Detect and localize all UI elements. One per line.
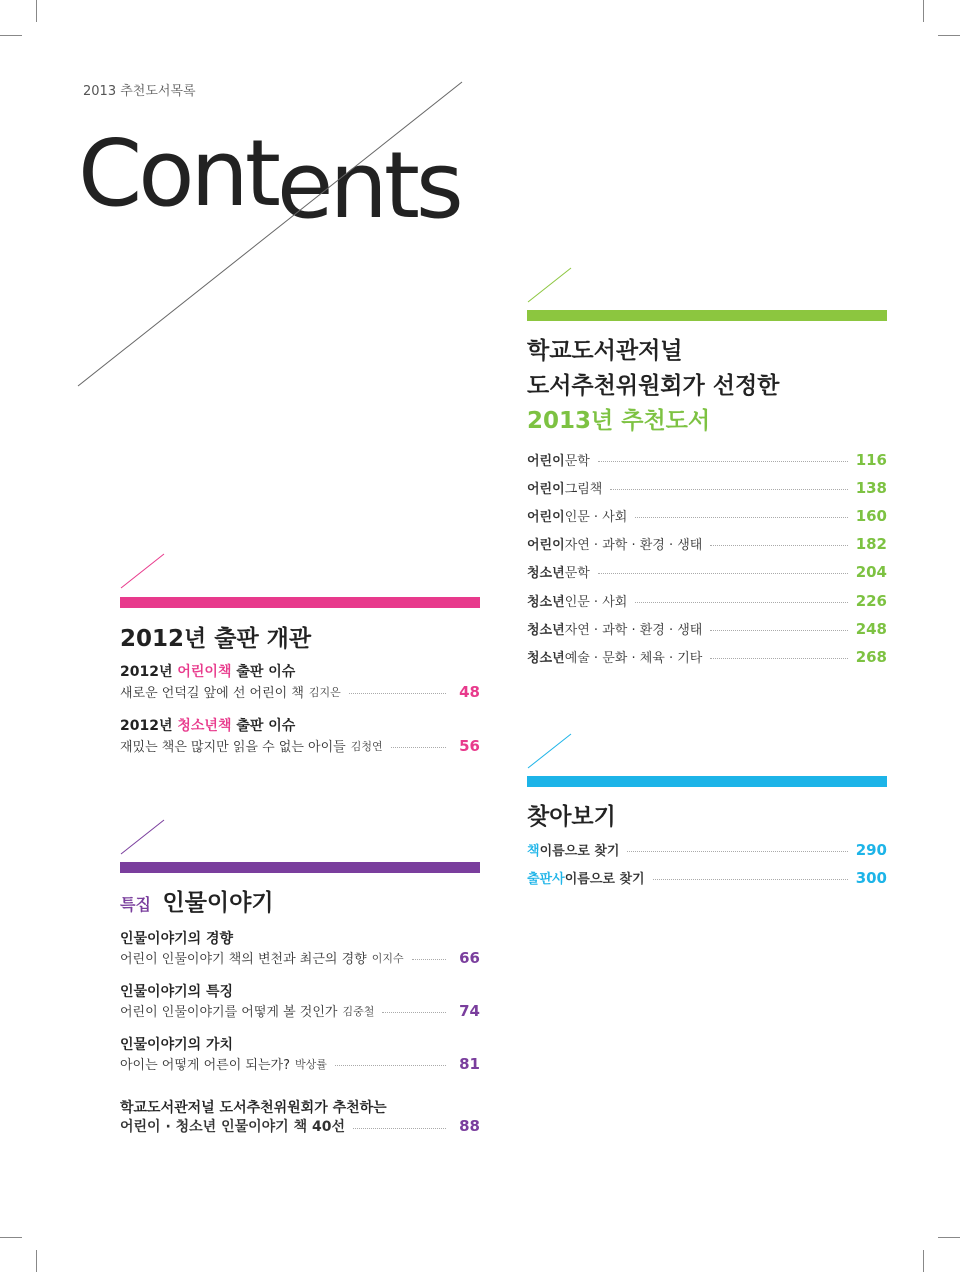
row-label-accent: 출판사 — [527, 872, 565, 887]
overview-subhead: 2012년 어린이책 출판 이슈 — [120, 664, 296, 680]
overview-title: 2012년 출판 개관 — [120, 626, 312, 652]
cyan-bar — [527, 776, 887, 787]
row-label: 어린이 인물이야기를 어떻게 볼 것인가 — [120, 1005, 338, 1020]
special-row[interactable] — [120, 1001, 480, 1020]
row-label: 문학 — [564, 454, 590, 469]
special-title — [120, 884, 274, 917]
row-label-bold: 청소년 — [527, 651, 565, 666]
page-number: 248 — [855, 619, 887, 638]
row-label-bold: 어린이 — [527, 510, 565, 525]
row-label: 이름으로 찾기 — [564, 872, 645, 887]
special-subhead: 인물이야기의 가치 — [120, 1037, 234, 1053]
recommend-row[interactable] — [527, 619, 887, 638]
recommend-row[interactable] — [527, 478, 887, 497]
row-label: 문학 — [564, 566, 590, 581]
special-list-row[interactable] — [120, 1116, 480, 1136]
row-label: 어린이 인물이야기 책의 변천과 최근의 경향 — [120, 952, 367, 967]
recommend-title-line1: 학교도서관저널 — [527, 338, 683, 364]
page-number: 138 — [855, 478, 887, 497]
page-number: 226 — [855, 591, 887, 610]
overview-row[interactable] — [120, 682, 480, 701]
page-number: 88 — [459, 1117, 480, 1135]
recommend-title-line2: 도서추천위원회가 선정한 — [527, 373, 780, 399]
row-label: 아이는 어떻게 어른이 되는가? — [120, 1058, 290, 1073]
special-list-head: 학교도서관저널 도서추천위원회가 추천하는 — [120, 1100, 387, 1116]
author: 이지수 — [371, 951, 404, 965]
index-row[interactable] — [527, 840, 887, 859]
row-label-bold: 청소년 — [527, 595, 565, 610]
pink-bar — [120, 597, 480, 608]
contents-title-part2: ents — [276, 132, 460, 239]
page-number: 290 — [855, 840, 887, 859]
row-label: 인문 · 사회 — [564, 595, 628, 610]
index-title: 찾아보기 — [527, 804, 616, 830]
row-label-bold: 어린이 — [527, 482, 565, 497]
special-row[interactable] — [120, 1054, 480, 1073]
author: 박상률 — [295, 1057, 327, 1071]
recommend-row[interactable] — [527, 450, 887, 469]
contents-title-part1: Cont — [78, 120, 277, 227]
page-number: 56 — [459, 736, 480, 755]
recommend-row[interactable] — [527, 534, 887, 553]
row-label: 자연 · 과학 · 환경 · 생태 — [564, 538, 703, 553]
page-number: 66 — [459, 948, 480, 967]
row-label: 이름으로 찾기 — [539, 844, 620, 859]
pink-slash — [121, 554, 164, 588]
page-number: 160 — [855, 506, 887, 525]
row-label-bold: 청소년 — [527, 623, 565, 638]
page-number: 116 — [855, 450, 887, 469]
overview-row[interactable] — [120, 736, 480, 755]
recommend-title — [527, 334, 779, 439]
title-slash — [78, 82, 462, 386]
special-title-text: 인물이야기 — [162, 890, 274, 916]
author: 김중철 — [342, 1004, 375, 1018]
overview-subhead: 2012년 청소년책 출판 이슈 — [120, 718, 296, 734]
row-label: 새로운 언덕길 앞에 선 어린이 책 — [120, 686, 304, 701]
page-number: 48 — [459, 682, 480, 701]
recommend-row[interactable] — [527, 647, 887, 666]
row-label-bold: 어린이 — [527, 538, 565, 553]
page-number: 182 — [855, 534, 887, 553]
page-number: 74 — [459, 1001, 480, 1020]
row-label: 자연 · 과학 · 환경 · 생태 — [564, 623, 703, 638]
purple-slash — [121, 820, 164, 854]
row-label-bold: 어린이 — [527, 454, 565, 469]
page-number: 300 — [855, 868, 887, 887]
page-header-label: 2013 추천도서목록 — [83, 84, 196, 99]
recommend-row[interactable] — [527, 591, 887, 610]
row-label: 예술 · 문화 · 체육 · 기타 — [564, 651, 703, 666]
page-number: 268 — [855, 647, 887, 666]
purple-bar — [120, 862, 480, 873]
row-label: 어린이 · 청소년 인물이야기 책 40선 — [120, 1119, 345, 1135]
special-subhead: 인물이야기의 경향 — [120, 931, 234, 947]
row-label: 그림책 — [564, 482, 603, 497]
row-label-bold: 청소년 — [527, 566, 565, 581]
special-row[interactable] — [120, 948, 480, 967]
cyan-slash — [528, 734, 571, 768]
row-label: 인문 · 사회 — [564, 510, 628, 525]
special-subhead: 인물이야기의 특징 — [120, 984, 234, 1000]
special-tag: 특집 — [120, 895, 151, 914]
index-row[interactable] — [527, 868, 887, 887]
page-number: 81 — [459, 1054, 480, 1073]
row-label: 재밌는 책은 많지만 읽을 수 없는 아이들 — [120, 740, 346, 755]
green-slash — [528, 268, 571, 302]
recommend-row[interactable] — [527, 562, 887, 581]
page-number: 204 — [855, 562, 887, 581]
row-label-accent: 책 — [527, 844, 540, 859]
green-bar — [527, 310, 887, 321]
author: 김지은 — [308, 685, 341, 699]
recommend-row[interactable] — [527, 506, 887, 525]
recommend-title-line3: 2013년 추천도서 — [527, 408, 711, 434]
author: 김청연 — [350, 739, 383, 753]
